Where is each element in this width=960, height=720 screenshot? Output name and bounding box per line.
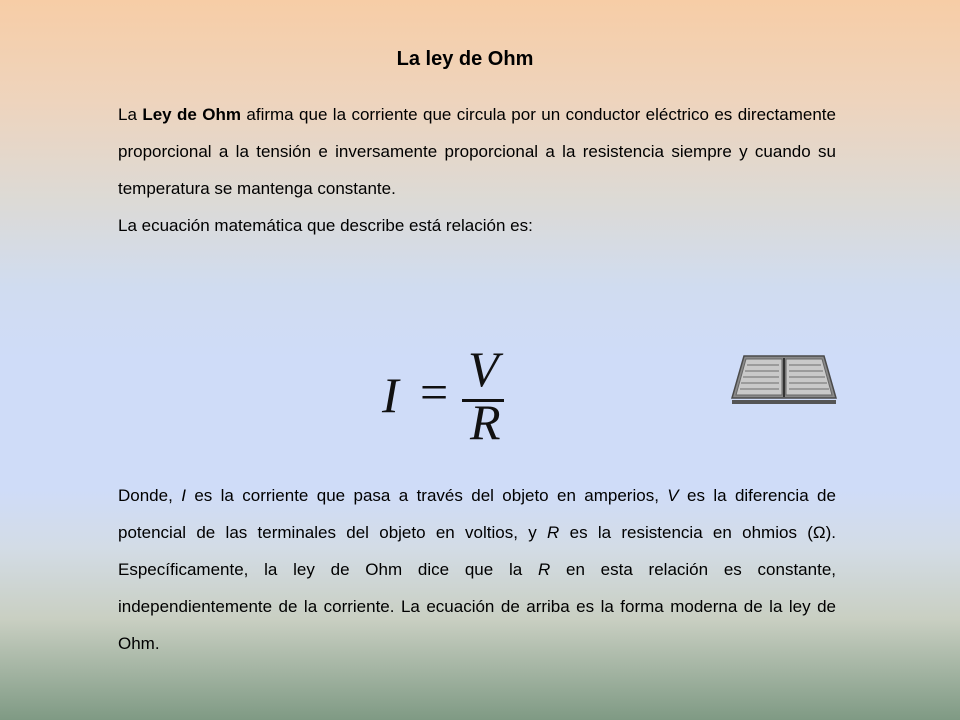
text-segment: es la corriente que pasa a través del objeto en amperios, [194, 486, 659, 505]
intro-word: La [118, 105, 137, 124]
intro-paragraph [118, 96, 836, 244]
ohm-formula [370, 341, 520, 450]
formula-equals: = [420, 364, 449, 420]
var-voltage: V [667, 486, 679, 505]
formula-current: I [382, 367, 399, 423]
text-segment: es la resistencia en ohmios (Ω). Específicamente, la ley de Ohm dice que la [118, 523, 836, 579]
intro-text: afirma que la corriente que circula por un conductor eléctrico es directamente proporcional a la tensión e inversamente proporcional a la resistencia siempre y cuando su temperatura se mantenga constante. [118, 105, 836, 198]
text-segment: es la diferencia de potencial de las terminales del objeto en voltios, y [118, 486, 836, 542]
book-icon[interactable] [730, 352, 838, 404]
formula-numerator: V [468, 341, 499, 397]
explanation-paragraph [118, 477, 836, 662]
law-name: Ley de Ohm [142, 105, 241, 124]
var-resistance: R [547, 523, 560, 542]
var-resistance: R [537, 560, 551, 579]
text-segment: Donde, [118, 486, 173, 505]
formula-denominator: R [470, 394, 501, 450]
equation-lead: La ecuación matemática que describe está relación es: [118, 216, 533, 235]
text-segment: en esta relación es constante, independientemente de la corriente. La ecuación de arriba es la forma moderna de la ley de Ohm. [118, 560, 836, 653]
page-title: La ley de Ohm [396, 48, 534, 70]
var-current: I [181, 486, 186, 505]
book-base [732, 400, 836, 404]
